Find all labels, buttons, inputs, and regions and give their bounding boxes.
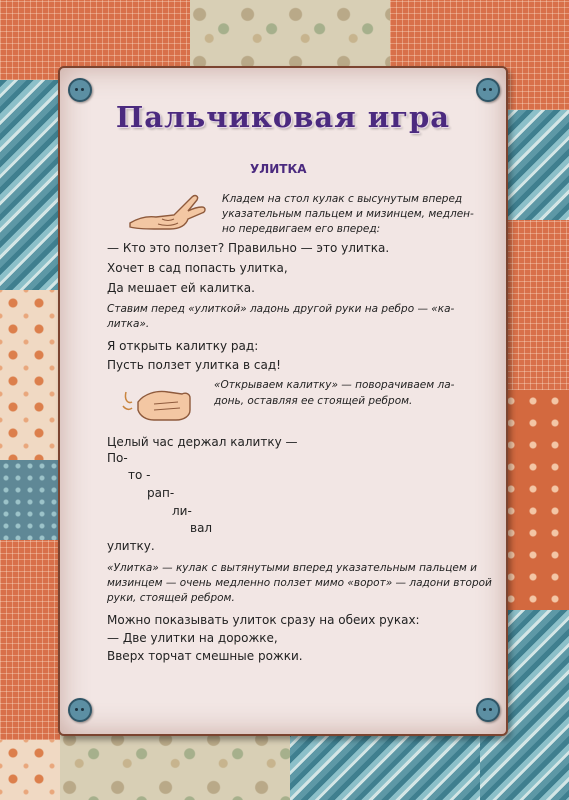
instruction-line: руки, стоящей ребром. bbox=[107, 592, 235, 604]
section-heading: УЛИТКА bbox=[250, 162, 307, 176]
instruction-line: донь, оставляя ее стоящей ребром. bbox=[214, 395, 413, 407]
syllable: вал bbox=[190, 521, 213, 535]
syllable: то - bbox=[128, 468, 151, 482]
bg-patch-floral-top bbox=[190, 0, 390, 75]
bg-patch-dots-right bbox=[500, 390, 569, 610]
instruction-line: Кладем на стол кулак с высунутым вперед bbox=[222, 193, 463, 205]
closing-line: — Две улитки на дорожке, bbox=[107, 631, 278, 645]
closing-line: Можно показывать улиток сразу на обеих руках: bbox=[107, 613, 420, 627]
button-icon bbox=[68, 78, 92, 102]
syllable: ли- bbox=[172, 504, 192, 518]
bg-patch-teal-bottom bbox=[290, 730, 480, 800]
button-icon bbox=[476, 698, 500, 722]
verse-line: — Кто это ползет? Правильно — это улитка. bbox=[107, 241, 390, 255]
instruction-line: мизинцем — очень медленно ползет мимо «ворот» — ладони второй bbox=[107, 577, 492, 589]
hand-gate-icon bbox=[120, 380, 198, 424]
hand-snail-icon bbox=[126, 183, 208, 235]
instruction-line: указательным пальцем и мизинцем, медлен- bbox=[222, 208, 474, 220]
bg-patch-teal-right bbox=[500, 110, 569, 220]
verse-line: Да мешает ей калитка. bbox=[107, 281, 255, 295]
verse-line: улитку. bbox=[107, 539, 155, 553]
instruction-line: но передвигаем его вперед: bbox=[222, 223, 381, 235]
bg-patch-orange-right bbox=[500, 220, 569, 390]
page-title: Пальчиковая игра bbox=[115, 100, 451, 134]
instruction-line: Ставим перед «улиткой» ладонь другой руки на ребро — «ка- bbox=[107, 303, 455, 315]
verse-line: Целый час держал калитку — bbox=[107, 435, 298, 449]
instruction-line: «Открываем калитку» — поворачиваем ла- bbox=[214, 379, 455, 391]
verse-line: Хочет в сад попасть улитка, bbox=[107, 261, 288, 275]
syllable: рап- bbox=[147, 486, 175, 500]
instruction-line: литка». bbox=[107, 318, 150, 330]
verse-line: Пусть ползет улитка в сад! bbox=[107, 358, 281, 372]
instruction-line: «Улитка» — кулак с вытянутыми вперед указательным пальцем и bbox=[107, 562, 477, 574]
button-icon bbox=[68, 698, 92, 722]
button-icon bbox=[476, 78, 500, 102]
syllable: По- bbox=[107, 451, 128, 465]
bg-patch-floral-bottom-left bbox=[0, 740, 60, 800]
verse-line: Я открыть калитку рад: bbox=[107, 339, 259, 353]
closing-line: Вверх торчат смешные рожки. bbox=[107, 649, 303, 663]
bg-patch-floral-bottom bbox=[60, 725, 290, 800]
